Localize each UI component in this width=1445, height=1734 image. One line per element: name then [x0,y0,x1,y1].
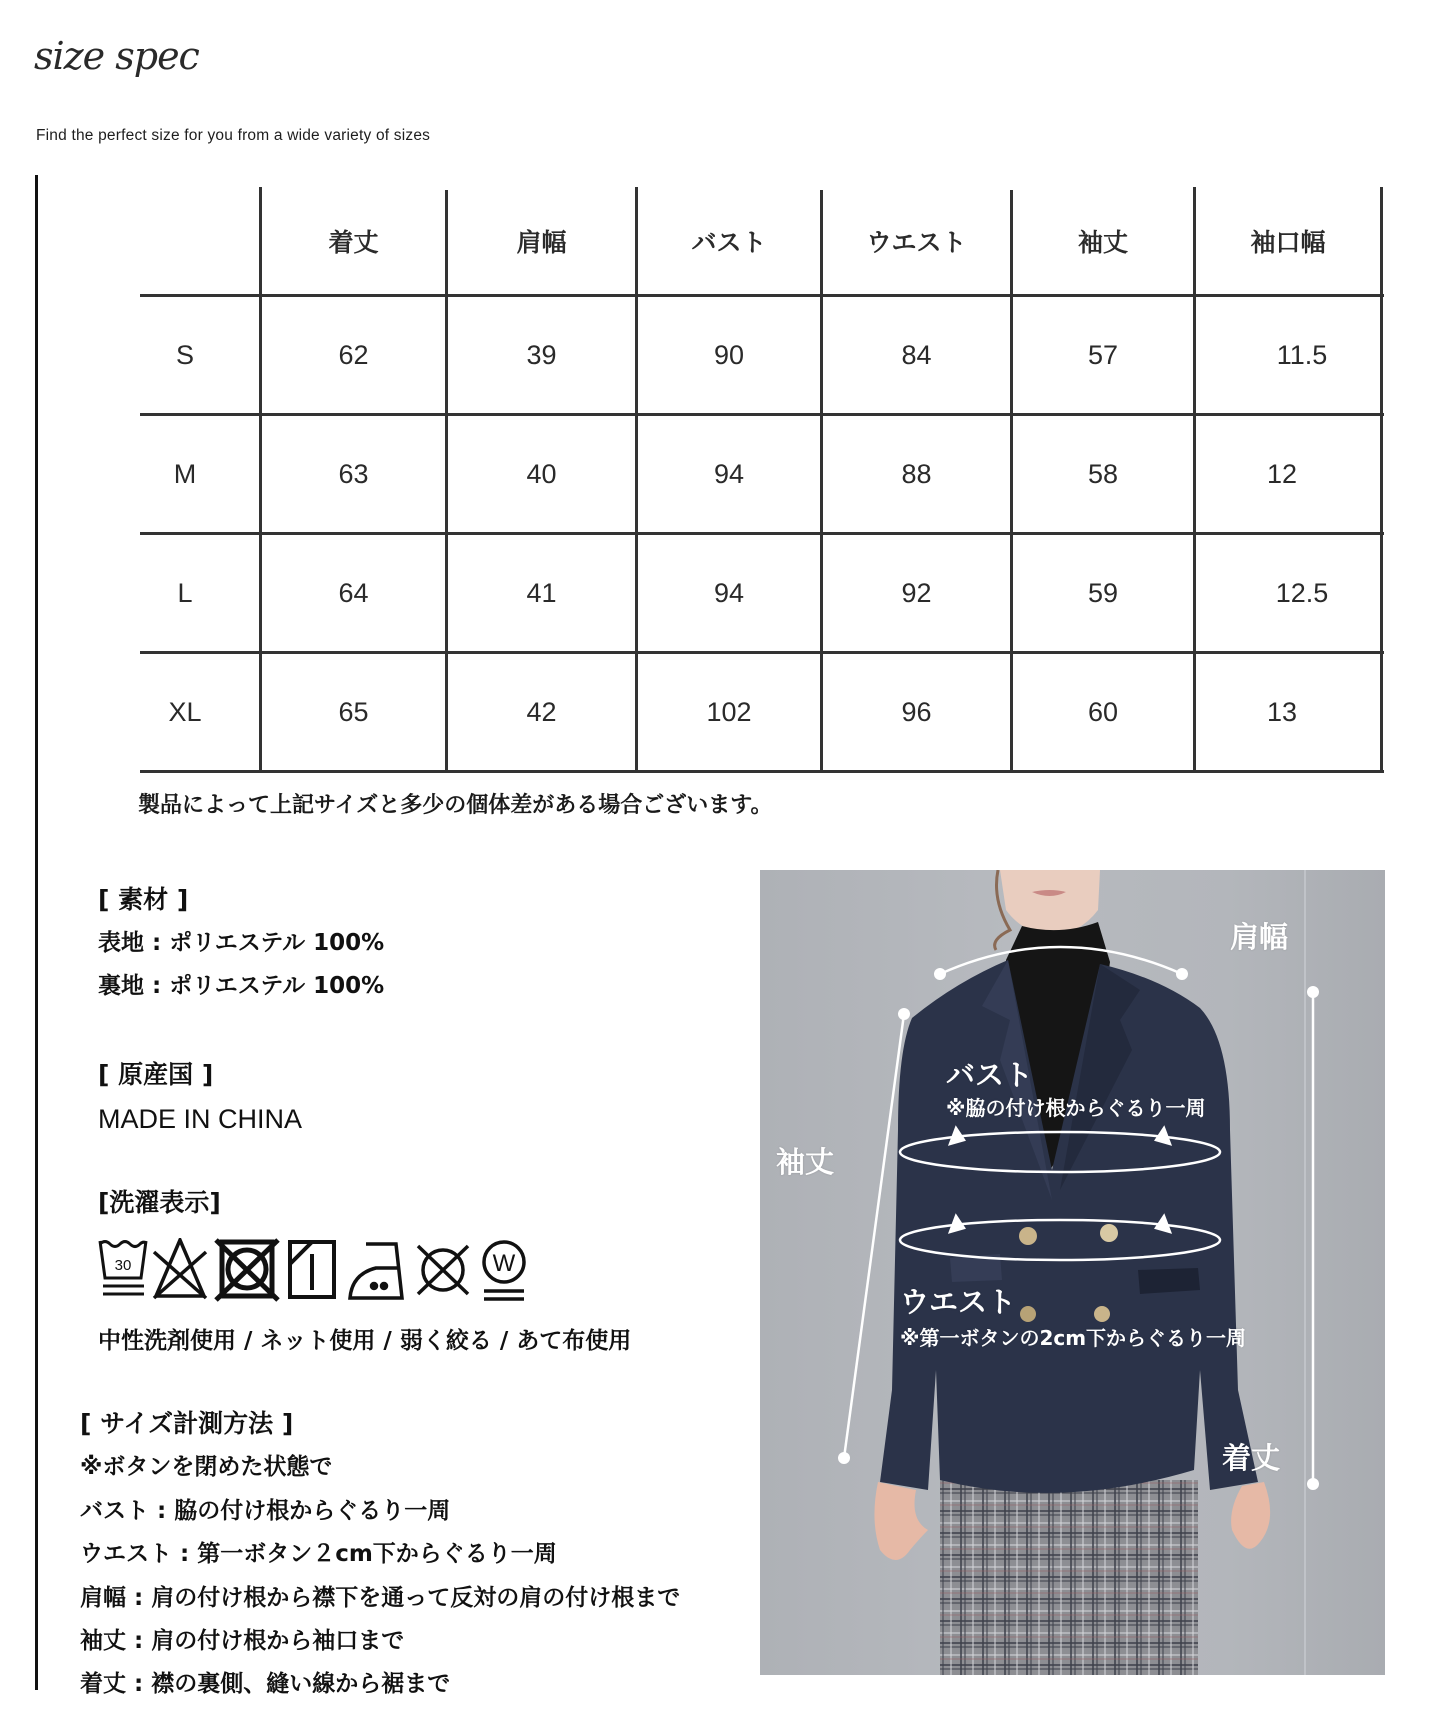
size-label: XL [168,696,202,727]
svg-text:W: W [492,1250,516,1277]
size-label: L [177,577,193,608]
table-rule [140,770,1384,773]
model-illustration [760,870,1385,1675]
model-photo [760,870,1385,1675]
table-cell: 11.5 [1276,339,1328,370]
table-cell: 90 [713,339,745,370]
measure-method-line: ウエスト : 第一ボタン２cm下からぐるり一周 [80,1541,557,1567]
skirt [940,1480,1198,1675]
material-line: 表地 : ポリエステル 100% [98,930,385,956]
size-label: M [173,458,197,489]
table-cell: 42 [526,696,557,727]
care-symbols [98,1238,578,1304]
label-bust-note: ※脇の付け根からぐるり一周 [946,1096,1206,1120]
table-cell: 62 [338,339,369,370]
measure-method-heading: [ サイズ計測方法 ] [80,1409,294,1438]
script-title-text: size spec [34,34,199,78]
label-bust: バスト [946,1058,1034,1092]
table-cell: 92 [901,577,932,608]
table-cell: 13 [1266,696,1298,727]
table-cell: 96 [901,696,932,727]
table-cell: 84 [901,339,932,370]
label-shoulder-width: 肩幅 [1230,920,1289,954]
svg-text:30: 30 [114,1257,132,1274]
table-cell: 58 [1087,458,1119,489]
material-heading: [ 素材 ] [98,885,189,914]
origin-heading: [ 原産国 ] [98,1060,214,1089]
right-hand [1231,1482,1270,1549]
jacket-button [1094,1306,1110,1322]
table-cell: 63 [338,458,369,489]
wash-30-gentle-icon [100,1241,146,1294]
care-heading: [洗濯表示] [98,1188,221,1217]
measure-method-line: 着丈 : 襟の裏側、縫い線から裾まで [80,1671,451,1697]
jacket-button [1019,1227,1037,1245]
table-cell: 41 [526,577,557,608]
size-table [0,0,1445,780]
column-header: 袖丈 [1077,228,1128,257]
table-cell: 40 [526,458,557,489]
iron-low-icon [350,1244,402,1298]
no-tumble-dry-icon [216,1240,278,1300]
label-waist: ウエスト [900,1285,1017,1319]
table-cell: 94 [713,577,745,608]
table-cell: 65 [338,696,369,727]
measure-method-line: 肩幅 : 肩の付け根から襟下を通って反対の肩の付け根まで [80,1585,681,1611]
origin-value: MADE IN CHINA [98,1104,303,1134]
column-header: ウエスト [866,228,967,257]
wet-clean-gentle-icon [484,1242,524,1299]
measure-method-line: バスト : 脇の付け根からぐるり一周 [80,1498,451,1524]
table-rule [1380,187,1383,773]
jacket-button [1100,1224,1118,1242]
column-header: 袖口幅 [1250,228,1326,257]
material-line: 裏地 : ポリエステル 100% [98,973,385,999]
measure-method-line: ※ボタンを閉めた状態で [80,1454,333,1480]
size-label: S [175,339,194,370]
tagline: Find the perfect size for you from a wide variety of sizes [36,127,431,144]
label-sleeve-length: 袖丈 [776,1145,835,1179]
column-header: 肩幅 [516,228,567,257]
table-cell: 64 [338,577,369,608]
table-cell: 102 [706,696,752,727]
measure-method-line: 袖丈 : 肩の付け根から袖口まで [80,1628,405,1654]
table-cell: 12 [1266,458,1298,489]
body-length-marker [1307,986,1319,1490]
left-hand [874,1482,928,1560]
label-body-length: 着丈 [1222,1441,1281,1475]
label-waist-note: ※第一ボタンの2cm下からぐるり一周 [900,1326,1247,1350]
no-dry-clean-icon [418,1246,468,1294]
table-cell: 57 [1087,339,1119,370]
care-instructions: 中性洗剤使用 / ネット使用 / 弱く絞る / あて布使用 [98,1328,632,1354]
drip-dry-shade-icon [290,1242,334,1297]
column-header: 着丈 [328,228,379,257]
table-cell: 94 [713,458,745,489]
table-cell: 39 [526,339,557,370]
table-cell: 60 [1087,696,1119,727]
jacket-button [1020,1306,1036,1322]
no-bleach-icon [154,1240,206,1298]
column-header: バスト [691,228,767,257]
table-cell: 88 [901,458,932,489]
table-cell: 12.5 [1275,577,1329,608]
table-cell: 59 [1087,577,1119,608]
size-variance-note: 製品によって上記サイズと多少の個体差がある場合ございます。 [138,793,773,818]
